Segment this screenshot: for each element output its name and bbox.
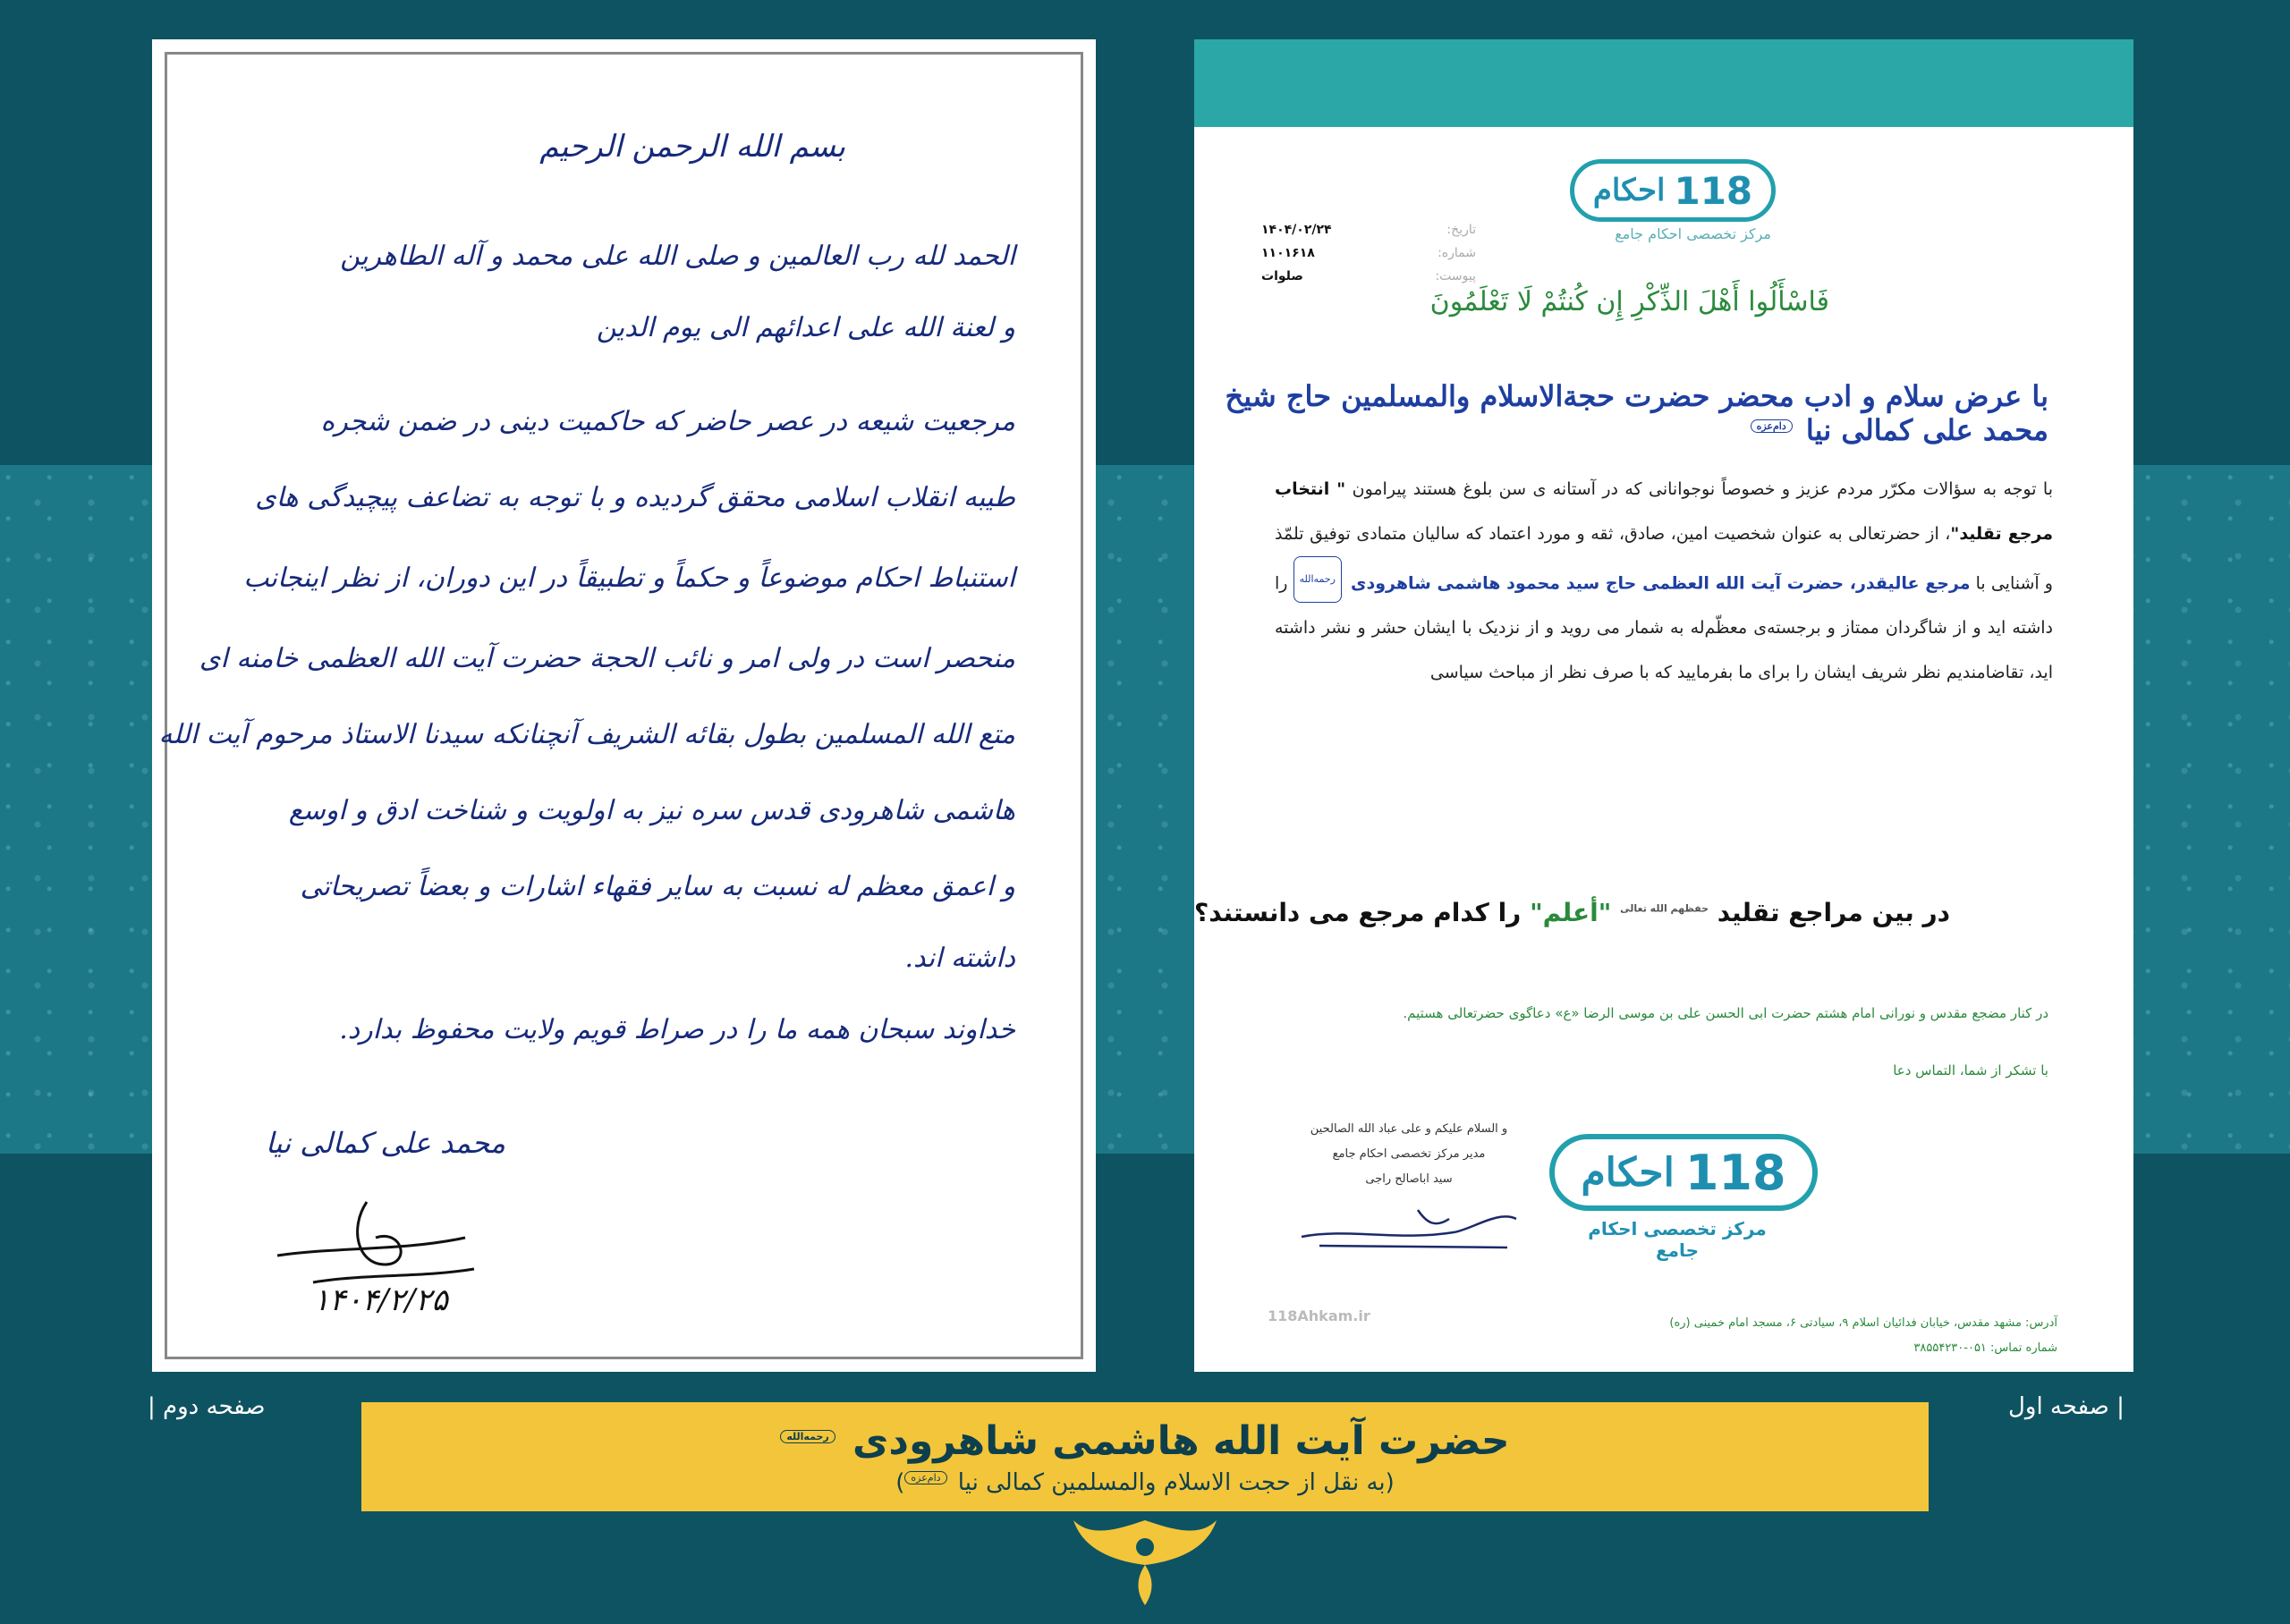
meta-row-number: شماره: ۱۱۰۱۶۱۸ <box>1261 246 1476 260</box>
handwritten-line-11: داشته اند. <box>904 943 1015 974</box>
logo-subtitle: مرکز تخصصی احکام جامع <box>1615 225 1771 242</box>
address-block: آدرس: مشهد مقدس، خیابان فدائیان اسلام ۹، سیادتی ۶، مسجد امام خمینی (ره) شماره تماس: ۰۵۱-۳۸۵۵۴۲۳۰ <box>1669 1316 2057 1355</box>
footer-title-banner <box>361 1402 1929 1511</box>
handwritten-line-8: متع الله المسلمین بطول بقائه الشریف آنچنانکه سیدنا الاستاذ مرحوم آیت الله <box>158 719 1015 750</box>
handwritten-line-10: و اعمق معظم له نسبت به سایر فقهاء اشارات و بعضاً تصریحاتی <box>300 871 1015 902</box>
website-link[interactable]: 118Ahkam.ir <box>1268 1307 1370 1324</box>
footer-title: حضرت آیت الله هاشمی شاهرودی رحمه‌الله <box>780 1418 1509 1464</box>
handwritten-line-1: بسم الله الرحمن الرحیم <box>539 129 845 165</box>
logo-number: 118 <box>1674 168 1753 213</box>
quran-verse: فَاسْأَلُوا أَهْلَ الذِّكْرِ إِن كُنتُمْ لَا تَعْلَمُونَ <box>1429 286 1829 317</box>
letter-header-bar <box>1194 39 2133 127</box>
logo-subtitle-large: مرکز تخصصی احکام جامع <box>1588 1218 1767 1261</box>
handwritten-line-9: هاشمی شاهرودی قدس سره نیز به اولویت و شناخت ادق و اوسع <box>288 795 1015 826</box>
letter-meta <box>1261 218 1476 288</box>
meta-row-attachment: پیوست: صلوات <box>1261 269 1476 283</box>
handwritten-date: ۱۴۰۴/۲/۲۵ <box>313 1282 448 1318</box>
footer-subtitle: (به نقل از حجت الاسلام والمسلمین کمالی نیا دام‌عزه) <box>895 1468 1395 1496</box>
honorific-badge: دام‌عزه <box>1751 419 1793 433</box>
handwritten-line-2: الحمد لله رب العالمین و صلی الله علی محمد و آله الطاهرین <box>340 241 1015 272</box>
ornament-icon <box>1056 1511 1234 1610</box>
handwritten-line-5: طیبه انقلاب اسلامی محقق گردیده و با توجه به تضاعف پیچیدگی های <box>255 482 1015 513</box>
marja-name: مرجع عالیقدر، حضرت آیت الله العظمی حاج سید محمود هاشمی شاهرودی <box>1351 573 1971 594</box>
handwritten-signature-icon <box>259 1175 492 1300</box>
handwritten-line-12: خداوند سبحان همه ما را در صراط قویم ولایت محفوظ بدارد. <box>339 1014 1015 1045</box>
org-logo <box>1570 159 1776 222</box>
sender-signature-block: و السلام علیکم و علی عباد الله الصالحین مدیر مرکز تخصصی احکام جامع سید اباصالح راجی <box>1293 1117 1525 1273</box>
sender-signature-icon <box>1293 1192 1525 1264</box>
letter-body: با توجه به سؤالات مکرّر مردم عزیز و خصوصاً نوجوانانی که در آستانه ی سن بلوغ هستند پیرامون " انتخاب مرجع تقلید"، از حضرتعالی به عنوان شخصیت امین، صادق، ثقه و مورد اعتماد که سالیان متمادی توفیق تلمّذ و آشنایی با مرجع عالیقدر، حضرت آیت الله العظمی حاج سید محمود هاشمی شاهرودی رحمه‌الله را داشته اید و از شاگردان ممتاز و برجسته‌ی معظّم‌له به شمار می روید و از نزدیک با ایشان حشر و نشر داشته اید، تقاضامندیم نظر شریف ایشان را برای ما بفرمایید که با صرف نظر از مباحث سیاسی <box>1275 479 2053 683</box>
caption-first-page: | صفحه اول <box>2008 1393 2125 1420</box>
handwritten-line-6: استنباط احکام موضوعاً و حکماً و تطبیقاً در این دوران، از نظر اینجانب <box>243 562 1015 594</box>
handwritten-line-3: و لعنة الله علی اعدائهم الی یوم الدین <box>596 312 1015 343</box>
caption-second-page: صفحه دوم | <box>148 1393 266 1420</box>
letter-page-first <box>1194 39 2133 1372</box>
meta-row-date: تاریخ: ۱۴۰۴/۰۲/۲۴ <box>1261 223 1476 237</box>
salutation-line: با عرض سلام و ادب محضر حضرت حجة‌الاسلام والمسلمین حاج شیخ محمد علی کمالی نیا دام‌عزه <box>1225 379 2048 447</box>
handwritten-line-7: منحصر است در ولی امر و نائب الحجة حضرت آیت الله العظمی خامنه ای <box>199 643 1015 674</box>
org-logo-large: احکام 118 <box>1549 1134 1818 1211</box>
letter-page-second <box>152 39 1096 1372</box>
honorific-badge-rah: رحمه‌الله <box>1293 556 1342 603</box>
closing-thanks: با تشکر از شما، التماس دعا <box>1893 1062 2048 1078</box>
logo-word: احکام <box>1592 173 1666 208</box>
closing-prayer: در کنار مضجع مقدس و نورانی امام هشتم حضرت ابی الحسن علی بن موسی الرضا «ع» دعاگوی حضرتعالی هستیم. <box>1403 1005 2048 1021</box>
main-question: در بین مراجع تقلید $^{حفظهم الله تعالی}$ "أعلم" را کدام مرجع می دانستند؟ <box>1194 898 1950 927</box>
handwritten-line-4: مرجعیت شیعه در عصر حاضر که حاکمیت دینی در ضمن شجره <box>320 406 1015 437</box>
handwritten-signature-name: محمد علی کمالی نیا <box>265 1126 505 1160</box>
